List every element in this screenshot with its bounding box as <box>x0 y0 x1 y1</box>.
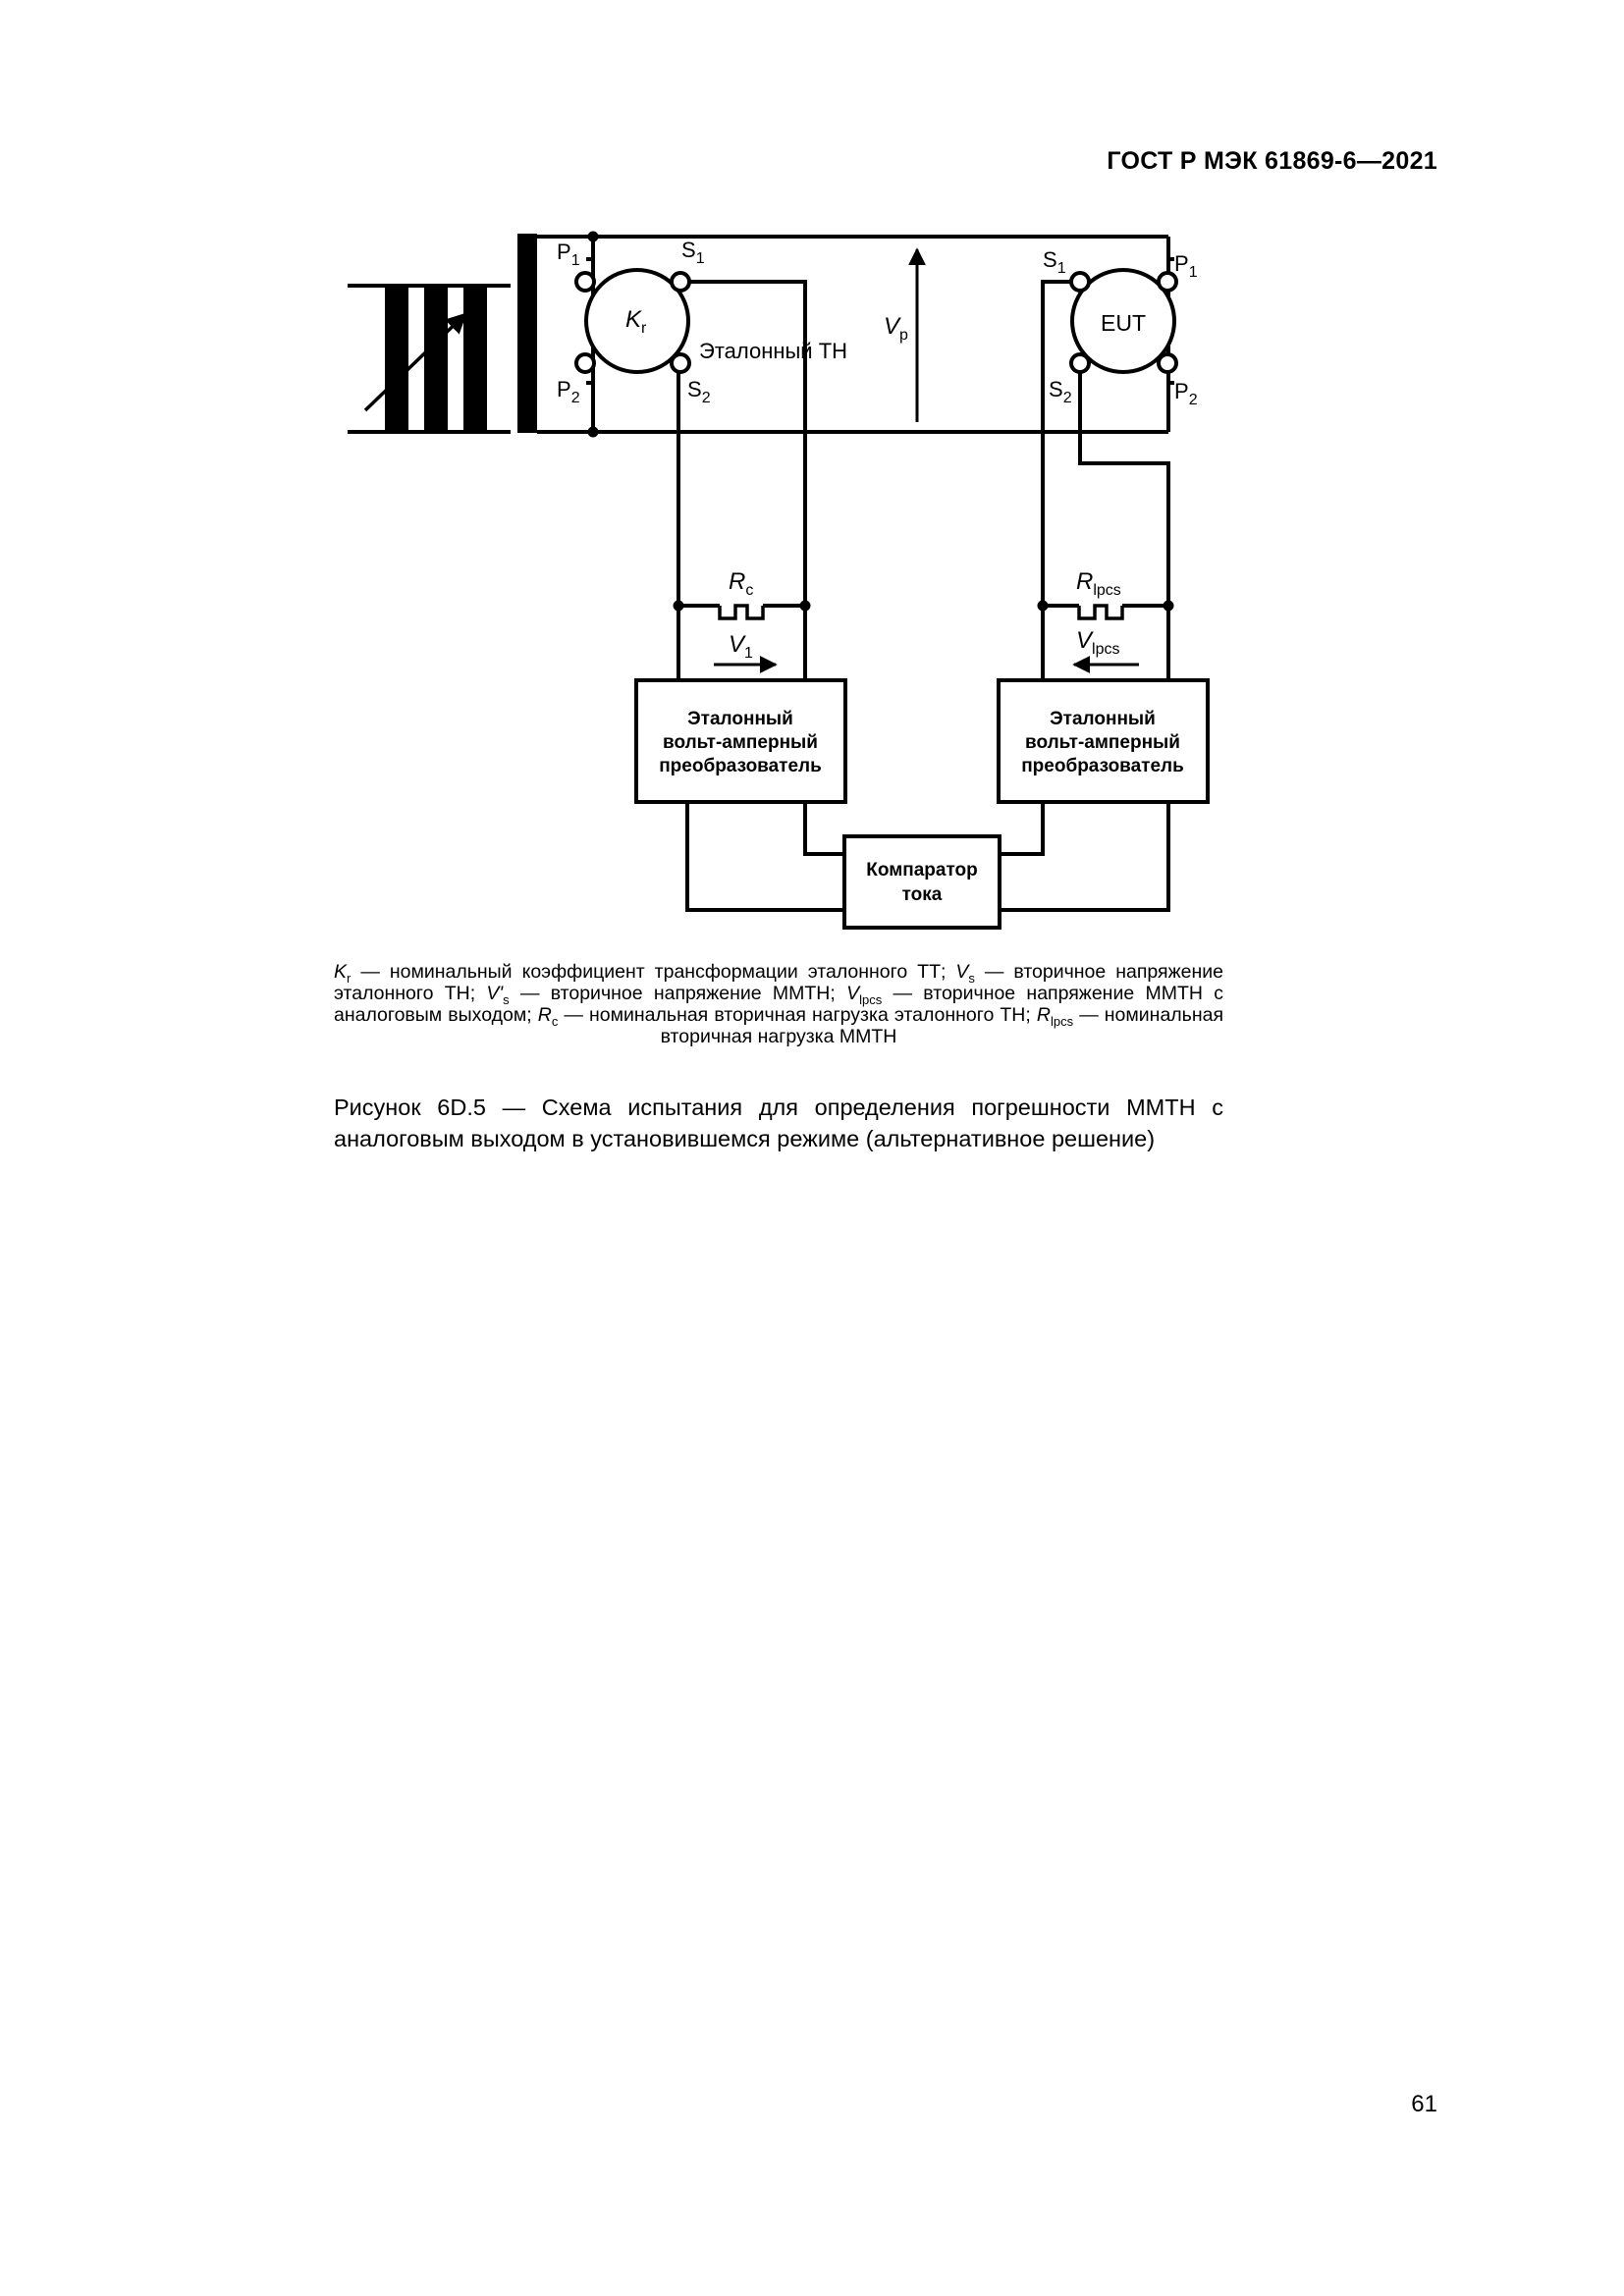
label-eut-s2: $S_2$ <box>1049 377 1072 406</box>
label-ref-kr: $K_r$ <box>625 306 647 337</box>
figure-legend: $K_r$ — номинальный коэффициент трансформации эталонного ТТ; $V_s$ — вторичное напряжение эталонного ТН; $V'_s$ — вторичное напряжение ММТН; $V_{lpcs}$ — вторичное напряжение ММТН с аналоговым выходом; $R_c$ — номинальная вторичная нагрузка эталонного ТН; $R_{lpcs}$ — номинальная вторичная нагрузка ММТН <box>334 961 1224 1047</box>
label-ref-p1: $P_1$ <box>557 240 580 269</box>
converter-right-line2: вольт-амперный <box>1025 732 1180 753</box>
label-eut-s1: $S_1$ <box>1043 247 1066 277</box>
label-eut-p2: $P_2$ <box>1174 379 1198 408</box>
label-v1: $V_1$ <box>729 631 753 662</box>
test-circuit-diagram <box>0 0 1624 982</box>
converter-right-line3: преобразователь <box>1021 756 1184 776</box>
label-ref-p2: $P_2$ <box>557 377 580 406</box>
label-eut: EUT <box>1101 310 1146 336</box>
resistor-rlpcs <box>1079 606 1122 618</box>
label-ref-transformer: Эталонный ТН <box>699 339 848 363</box>
label-rc: $R_c$ <box>729 568 754 599</box>
converter-left-line2: вольт-амперный <box>663 732 818 753</box>
page-number: 61 <box>1411 2091 1437 2117</box>
document-header: ГОСТ Р МЭК 61869-6—2021 <box>1107 147 1437 175</box>
figure-caption: Рисунок 6D.5 — Схема испытания для определения погрешности ММТН с аналоговым выходом в установившемся режиме (альтернативное решение) <box>334 1095 1223 1151</box>
label-ref-s2: $S_2$ <box>687 377 711 406</box>
voltage-source-symbol <box>348 234 537 433</box>
label-ref-s1: $S_1$ <box>681 238 705 267</box>
converter-right-line1: Эталонный <box>1050 709 1156 729</box>
resistor-rc <box>720 606 763 618</box>
converter-left-line1: Эталонный <box>687 709 793 729</box>
comparator-line2: тока <box>901 884 943 905</box>
converter-left-line3: преобразователь <box>659 756 822 776</box>
label-rlpcs: $R_{lpcs}$ <box>1076 568 1121 599</box>
label-vp: $V_p$ <box>884 313 908 344</box>
label-eut-p1: $P_1$ <box>1174 251 1198 281</box>
label-vlpcs: $V_{lpcs}$ <box>1076 627 1120 658</box>
comparator-box <box>844 836 1000 928</box>
comparator-line1: Компаратор <box>866 860 978 881</box>
